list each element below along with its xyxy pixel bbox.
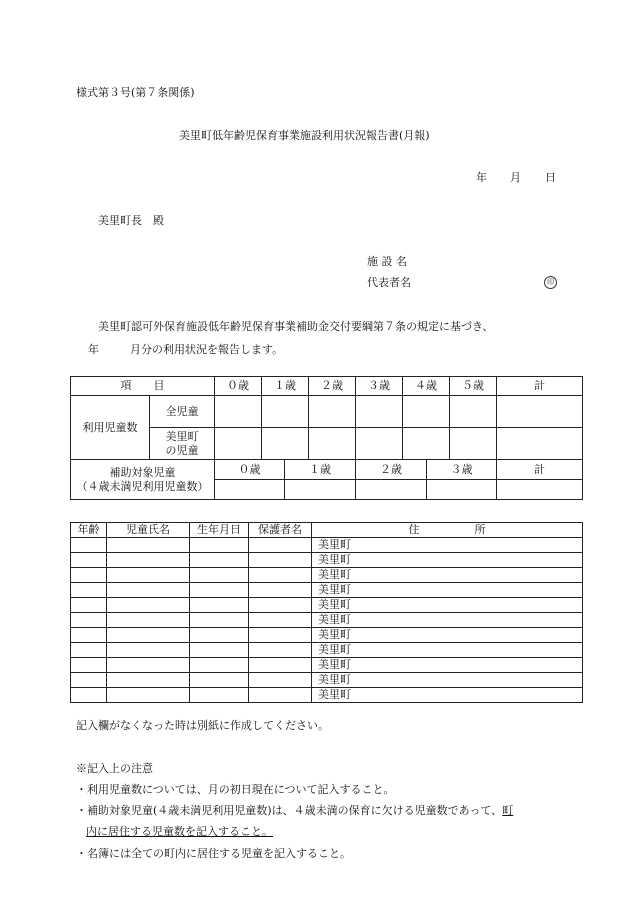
row-misato-children (150, 428, 215, 460)
cell[interactable] (497, 396, 583, 428)
table-row (71, 673, 583, 688)
address-prefix: 美里町 (318, 538, 351, 551)
header-total: 計 (497, 377, 583, 396)
subsidy-age-3: ３歳 (427, 460, 497, 480)
cell[interactable] (249, 658, 312, 673)
seal-icon: 印 (544, 276, 557, 289)
header-age-3: ３歳 (356, 377, 403, 396)
roster-header-address: 住 所 (312, 523, 583, 538)
cell[interactable] (71, 598, 107, 613)
cell[interactable] (450, 396, 497, 428)
addressee: 美里町長 殿 (98, 214, 164, 227)
address-prefix: 美里町 (318, 658, 351, 671)
cell[interactable] (249, 568, 312, 583)
address-prefix: 美里町 (318, 598, 351, 611)
cell[interactable] (107, 583, 190, 598)
table-row (71, 628, 583, 643)
cell[interactable] (107, 673, 190, 688)
cell[interactable] (107, 688, 190, 703)
cell[interactable] (249, 688, 312, 703)
address-cell[interactable] (312, 568, 583, 583)
table-row (71, 538, 583, 553)
note-2-part-a: ・補助対象児童(４歳未満児利用児童数)は、４歳未満の保育に欠ける児童数であって、 (76, 804, 503, 817)
footnote: 記入欄がなくなった時は別紙に作成してください。 (76, 719, 329, 732)
cell[interactable] (249, 583, 312, 598)
cell[interactable] (71, 613, 107, 628)
address-cell[interactable] (312, 673, 583, 688)
cell[interactable] (215, 428, 262, 460)
note-3: ・名簿には全ての町内に居住する児童を記入すること。 (76, 847, 351, 860)
address-cell[interactable] (312, 583, 583, 598)
cell[interactable] (71, 538, 107, 553)
cell[interactable] (71, 553, 107, 568)
cell[interactable] (450, 428, 497, 460)
table-row (71, 598, 583, 613)
cell[interactable] (356, 396, 403, 428)
cell[interactable] (71, 583, 107, 598)
usage-table (70, 376, 583, 460)
row-all-children: 全児童 (150, 396, 215, 428)
cell[interactable] (497, 480, 583, 500)
address-cell[interactable] (312, 538, 583, 553)
address-prefix: 美里町 (318, 568, 351, 581)
address-prefix: 美里町 (318, 688, 351, 701)
address-cell[interactable] (312, 553, 583, 568)
cell[interactable] (249, 673, 312, 688)
cell[interactable] (71, 658, 107, 673)
table-row (71, 613, 583, 628)
body-line-1: 美里町認可外保育施設低年齢児保育事業補助金交付要綱第７条の規定に基づき、 (98, 320, 494, 333)
cell[interactable] (107, 568, 190, 583)
cell[interactable] (309, 396, 356, 428)
row-group-usage-count: 利用児童数 (71, 396, 150, 460)
cell[interactable] (107, 643, 190, 658)
cell[interactable] (190, 568, 249, 583)
address-cell[interactable] (312, 643, 583, 658)
cell[interactable] (262, 396, 309, 428)
address-prefix: 美里町 (318, 643, 351, 656)
cell[interactable] (403, 428, 450, 460)
address-cell[interactable] (312, 598, 583, 613)
cell[interactable] (107, 628, 190, 643)
body-line-2-year: 年 (88, 343, 99, 356)
body-line-2: 月分の利用状況を報告します。 (130, 343, 284, 356)
cell[interactable] (107, 538, 190, 553)
cell[interactable] (107, 553, 190, 568)
note-2 (76, 802, 513, 818)
row-misato-line-2: の児童 (165, 443, 199, 457)
cell[interactable] (190, 658, 249, 673)
cell[interactable] (249, 643, 312, 658)
cell[interactable] (190, 688, 249, 703)
address-cell[interactable] (312, 658, 583, 673)
row-misato-line-1: 美里町 (165, 429, 199, 443)
table-row (71, 688, 583, 703)
table-row (71, 643, 583, 658)
cell[interactable] (190, 583, 249, 598)
header-age-5: ５歳 (450, 377, 497, 396)
header-age-4: ４歳 (403, 377, 450, 396)
cell[interactable] (107, 658, 190, 673)
note-2-continued (86, 823, 273, 839)
cell[interactable] (71, 628, 107, 643)
date-day: 日 (545, 171, 556, 184)
header-age-0: ０歳 (215, 377, 262, 396)
header-age-1: １歳 (262, 377, 309, 396)
note-2-part-b: 町 (502, 804, 514, 817)
cell[interactable] (356, 480, 427, 500)
cell[interactable] (71, 568, 107, 583)
note-2-part-c: 内に居住する児童数を記入すること。 (86, 825, 273, 838)
roster-body (71, 538, 583, 703)
cell[interactable] (356, 428, 403, 460)
notes-title: ※記入上の注意 (76, 762, 153, 775)
cell[interactable] (215, 480, 285, 500)
cell[interactable] (497, 428, 583, 460)
facility-name-label: 施 設 名 (367, 255, 407, 268)
address-cell[interactable] (312, 613, 583, 628)
table-row (71, 568, 583, 583)
cell[interactable] (71, 673, 107, 688)
table-row (71, 658, 583, 673)
cell[interactable] (190, 643, 249, 658)
header-age-2: ２歳 (309, 377, 356, 396)
date-month: 月 (510, 171, 521, 184)
roster-header-age: 年齢 (71, 523, 107, 538)
form-number: 様式第３号(第７条関係) (76, 86, 195, 99)
roster-header-name: 児童氏名 (107, 523, 190, 538)
address-prefix: 美里町 (318, 613, 351, 626)
table-row (71, 583, 583, 598)
subsidy-table (70, 459, 583, 500)
roster-header-birthdate: 生年月日 (190, 523, 249, 538)
cell[interactable] (190, 628, 249, 643)
subsidy-label (71, 460, 215, 500)
address-cell[interactable] (312, 628, 583, 643)
note-1: ・利用児童数については、月の初日現在について記入すること。 (76, 783, 395, 796)
cell[interactable] (190, 598, 249, 613)
cell[interactable] (249, 598, 312, 613)
representative-label: 代表者名 (367, 276, 411, 289)
cell[interactable] (309, 428, 356, 460)
roster-table (70, 522, 583, 703)
cell[interactable] (285, 480, 356, 500)
cell[interactable] (262, 428, 309, 460)
cell[interactable] (427, 480, 497, 500)
cell[interactable] (190, 538, 249, 553)
roster-header-guardian: 保護者名 (249, 523, 312, 538)
cell[interactable] (249, 553, 312, 568)
cell[interactable] (249, 613, 312, 628)
seal-mark (544, 274, 557, 289)
cell[interactable] (190, 673, 249, 688)
cell[interactable] (190, 613, 249, 628)
address-prefix: 美里町 (318, 673, 351, 686)
subsidy-label-line-1: 補助対象児童 (109, 465, 176, 479)
cell[interactable] (107, 598, 190, 613)
cell[interactable] (71, 688, 107, 703)
header-item: 項 目 (71, 377, 215, 396)
subsidy-label-line-2: （４歳未満児利用児童数） (76, 479, 209, 493)
date-year: 年 (476, 171, 487, 184)
address-prefix: 美里町 (318, 553, 351, 566)
cell[interactable] (249, 628, 312, 643)
document-title: 美里町低年齢児保育事業施設利用状況報告書(月報) (179, 129, 430, 142)
cell[interactable] (107, 613, 190, 628)
address-prefix: 美里町 (318, 628, 351, 641)
subsidy-age-1: １歳 (285, 460, 356, 480)
table-row (71, 553, 583, 568)
cell[interactable] (215, 396, 262, 428)
cell[interactable] (249, 538, 312, 553)
address-prefix: 美里町 (318, 583, 351, 596)
subsidy-age-2: ２歳 (356, 460, 427, 480)
cell[interactable] (403, 396, 450, 428)
cell[interactable] (190, 553, 249, 568)
subsidy-total: 計 (497, 460, 583, 480)
address-cell[interactable] (312, 688, 583, 703)
cell[interactable] (71, 643, 107, 658)
subsidy-age-0: ０歳 (215, 460, 285, 480)
